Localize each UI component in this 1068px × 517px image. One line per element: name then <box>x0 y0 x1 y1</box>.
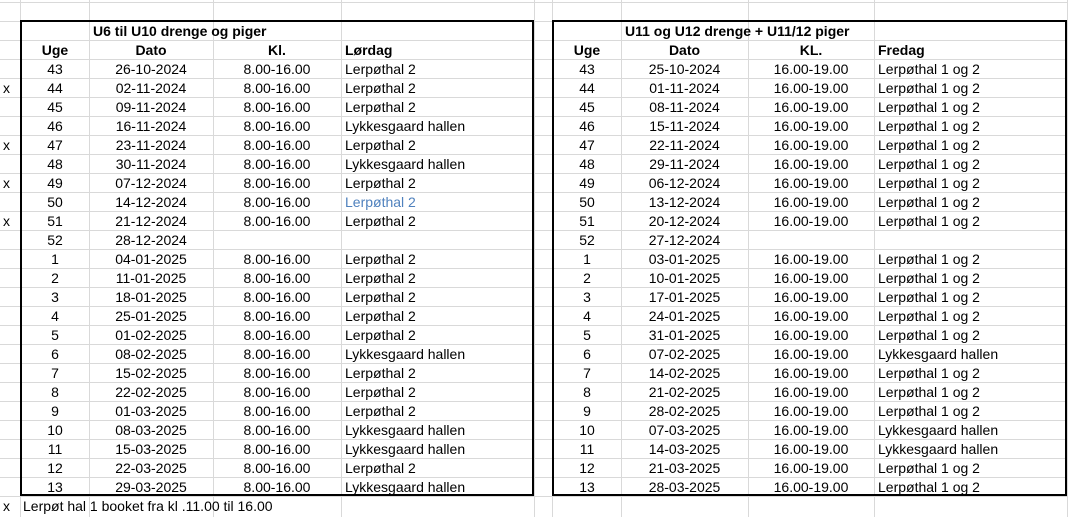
cell-dato[interactable]: 01-03-2025 <box>115 403 187 419</box>
cell-dato[interactable]: 16-11-2024 <box>115 118 187 134</box>
cell-kl[interactable]: 8.00-16.00 <box>243 61 311 77</box>
cell-kl[interactable]: 8.00-16.00 <box>243 327 311 343</box>
cell-uge[interactable]: 52 <box>47 232 63 248</box>
cell-uge[interactable]: 11 <box>579 441 595 457</box>
gridline <box>0 2 1068 3</box>
cell-dato[interactable]: 22-11-2024 <box>649 137 720 153</box>
cell-dato[interactable]: 17-01-2025 <box>648 289 721 305</box>
cell-kl[interactable]: 16.00-19.00 <box>773 80 849 96</box>
row-mark[interactable]: x <box>3 137 10 153</box>
cell-dato[interactable]: 15-03-2025 <box>115 441 187 457</box>
row-mark[interactable] <box>0 345 20 364</box>
cell-sted[interactable]: Lerpøthal 1 og 2 <box>878 251 980 267</box>
cell-kl[interactable]: 16.00-19.00 <box>773 118 849 134</box>
cell-uge[interactable]: 2 <box>51 270 59 286</box>
cell-sted[interactable]: Lerpøthal 1 og 2 <box>878 99 980 115</box>
cell-kl[interactable]: 16.00-19.00 <box>773 194 849 210</box>
cell-kl[interactable]: 8.00-16.00 <box>243 194 311 210</box>
cell-sted[interactable]: Lerpøthal 1 og 2 <box>878 137 980 153</box>
row-mark[interactable] <box>0 307 20 326</box>
cell-dato[interactable]: 26-10-2024 <box>115 61 187 77</box>
cell-uge[interactable]: 1 <box>583 251 591 267</box>
cell-uge[interactable]: 8 <box>51 384 59 400</box>
cell-kl[interactable]: 8.00-16.00 <box>243 441 311 457</box>
cell-dato[interactable]: 06-12-2024 <box>648 175 721 191</box>
cell-dato[interactable]: 22-02-2025 <box>115 384 187 400</box>
cell-sted[interactable]: Lerpøthal 2 <box>345 289 416 305</box>
cell-uge[interactable]: 3 <box>51 289 59 305</box>
cell-sted[interactable]: Lerpøthal 2 <box>345 384 416 400</box>
row-mark[interactable] <box>0 364 20 383</box>
footnote-mark[interactable]: x <box>3 498 10 514</box>
row-mark[interactable] <box>0 326 20 345</box>
cell-uge[interactable]: 5 <box>51 327 59 343</box>
cell-sted[interactable]: Lerpøthal 2 <box>345 137 416 153</box>
cell-uge[interactable]: 2 <box>583 270 591 286</box>
cell-kl[interactable]: 16.00-19.00 <box>773 365 849 381</box>
cell-uge[interactable]: 8 <box>583 384 591 400</box>
cell-dato[interactable]: 28-12-2024 <box>115 232 187 248</box>
header-day[interactable]: Fredag <box>878 42 925 58</box>
cell-dato[interactable]: 14-03-2025 <box>648 441 721 457</box>
cell-kl[interactable]: 16.00-19.00 <box>773 289 849 305</box>
row-mark[interactable] <box>0 440 20 459</box>
cell-uge[interactable]: 45 <box>47 99 63 115</box>
cell-dato[interactable]: 01-02-2025 <box>115 327 187 343</box>
cell-uge[interactable]: 6 <box>51 346 59 362</box>
cell-uge[interactable]: 10 <box>579 422 595 438</box>
cell-kl[interactable]: 8.00-16.00 <box>243 346 311 362</box>
row-mark[interactable] <box>0 60 20 79</box>
cell-uge[interactable]: 51 <box>579 213 595 229</box>
cell-dato[interactable]: 14-12-2024 <box>115 194 187 210</box>
cell-uge[interactable]: 43 <box>579 61 595 77</box>
cell-dato[interactable]: 15-02-2025 <box>115 365 187 381</box>
cell-kl[interactable] <box>214 231 340 250</box>
cell-kl[interactable]: 16.00-19.00 <box>773 384 849 400</box>
cell-uge[interactable]: 9 <box>583 403 591 419</box>
cell-uge[interactable]: 50 <box>47 194 63 210</box>
cell-sted[interactable]: Lerpøthal 1 og 2 <box>878 308 980 324</box>
row-mark[interactable] <box>0 117 20 136</box>
row-mark[interactable] <box>0 421 20 440</box>
cell-uge[interactable]: 12 <box>47 460 63 476</box>
header-uge[interactable]: Uge <box>573 42 601 58</box>
cell-dato[interactable]: 11-01-2025 <box>115 270 187 286</box>
left-table-title[interactable]: U6 til U10 drenge og piger <box>93 23 267 39</box>
cell-dato[interactable]: 30-11-2024 <box>115 156 187 172</box>
cell-kl[interactable]: 8.00-16.00 <box>243 213 311 229</box>
cell-sted[interactable]: Lykkesgaard hallen <box>878 422 999 438</box>
row-mark[interactable]: x <box>3 80 10 96</box>
cell-uge[interactable]: 48 <box>579 156 595 172</box>
cell-kl[interactable]: 16.00-19.00 <box>773 251 849 267</box>
cell-sted[interactable]: Lerpøthal 2 <box>345 99 416 115</box>
cell-sted[interactable]: Lykkesgaard hallen <box>345 156 466 172</box>
cell-dato[interactable]: 21-12-2024 <box>115 213 187 229</box>
cell-dato[interactable]: 20-12-2024 <box>648 213 721 229</box>
cell-dato[interactable]: 15-11-2024 <box>649 118 720 134</box>
cell-kl[interactable]: 16.00-19.00 <box>773 308 849 324</box>
cell-kl[interactable]: 16.00-19.00 <box>773 346 849 362</box>
cell-dato[interactable]: 25-01-2025 <box>115 308 187 324</box>
cell-sted[interactable]: Lerpøthal 1 og 2 <box>878 460 980 476</box>
cell-sted[interactable]: Lerpøthal 1 og 2 <box>878 289 980 305</box>
cell-kl[interactable]: 16.00-19.00 <box>773 422 849 438</box>
cell-sted[interactable]: Lerpøthal 1 og 2 <box>878 156 980 172</box>
header-dato[interactable]: Dato <box>135 42 167 58</box>
cell-uge[interactable]: 13 <box>579 479 595 495</box>
cell-uge[interactable]: 43 <box>47 61 63 77</box>
cell-uge[interactable]: 48 <box>47 156 63 172</box>
cell-kl[interactable]: 8.00-16.00 <box>243 289 311 305</box>
cell-kl[interactable]: 16.00-19.00 <box>773 270 849 286</box>
cell-uge[interactable]: 51 <box>47 213 63 229</box>
cell-dato[interactable]: 08-02-2025 <box>115 346 187 362</box>
cell-dato[interactable]: 02-11-2024 <box>115 80 187 96</box>
cell-uge[interactable]: 1 <box>51 251 59 267</box>
cell-sted[interactable]: Lerpøthal 2 <box>345 327 416 343</box>
cell-kl[interactable]: 16.00-19.00 <box>773 441 849 457</box>
cell-dato[interactable]: 04-01-2025 <box>115 251 187 267</box>
cell-dato[interactable]: 07-02-2025 <box>648 346 721 362</box>
row-mark[interactable]: x <box>3 213 10 229</box>
cell-sted[interactable]: Lerpøthal 1 og 2 <box>878 213 980 229</box>
cell-sted[interactable]: Lerpøthal 1 og 2 <box>878 175 980 191</box>
cell-sted[interactable]: Lerpøthal 1 og 2 <box>878 403 980 419</box>
cell-kl[interactable]: 8.00-16.00 <box>243 99 311 115</box>
row-mark[interactable]: x <box>3 175 10 191</box>
cell-uge[interactable]: 47 <box>579 137 595 153</box>
cell-kl[interactable]: 16.00-19.00 <box>773 99 849 115</box>
row-mark[interactable] <box>0 383 20 402</box>
cell-sted[interactable]: Lerpøthal 1 og 2 <box>878 365 980 381</box>
cell-kl[interactable]: 8.00-16.00 <box>243 384 311 400</box>
cell-sted[interactable]: Lerpøthal 2 <box>345 308 416 324</box>
cell-sted[interactable]: Lerpøthal 1 og 2 <box>878 327 980 343</box>
cell-dato[interactable]: 07-12-2024 <box>115 175 187 191</box>
cell-sted[interactable]: Lerpøthal 2 <box>345 175 416 191</box>
cell-uge[interactable]: 5 <box>583 327 591 343</box>
cell-kl[interactable]: 8.00-16.00 <box>243 251 311 267</box>
cell-dato[interactable]: 10-01-2025 <box>648 270 721 286</box>
cell-uge[interactable]: 7 <box>583 365 591 381</box>
row-mark[interactable] <box>0 478 20 497</box>
cell-sted[interactable]: Lerpøthal 1 og 2 <box>878 479 980 495</box>
row-mark[interactable] <box>0 250 20 269</box>
cell-uge[interactable]: 3 <box>583 289 591 305</box>
cell-kl[interactable]: 16.00-19.00 <box>773 460 849 476</box>
cell-dato[interactable]: 21-03-2025 <box>648 460 721 476</box>
cell-sted[interactable]: Lerpøthal 2 <box>345 460 416 476</box>
cell-dato[interactable]: 09-11-2024 <box>115 99 187 115</box>
cell-uge[interactable]: 4 <box>583 308 591 324</box>
cell-kl[interactable]: 8.00-16.00 <box>243 80 311 96</box>
cell-sted[interactable]: Lerpøthal 1 og 2 <box>878 80 980 96</box>
header-kl[interactable]: KL. <box>799 42 823 58</box>
cell-kl[interactable]: 16.00-19.00 <box>773 213 849 229</box>
cell-dato[interactable]: 08-11-2024 <box>649 99 720 115</box>
cell-sted[interactable] <box>875 231 1065 250</box>
cell-sted[interactable]: Lerpøthal 2 <box>345 270 416 286</box>
cell-kl[interactable]: 16.00-19.00 <box>773 61 849 77</box>
cell-dato[interactable]: 27-12-2024 <box>648 232 721 248</box>
cell-sted[interactable]: Lerpøthal 1 og 2 <box>878 194 980 210</box>
footnote-text[interactable]: Lerpøt hal 1 booket fra kl .11.00 til 16.00 <box>23 498 273 514</box>
cell-kl[interactable]: 8.00-16.00 <box>243 137 311 153</box>
cell-uge[interactable]: 44 <box>47 80 63 96</box>
row-mark[interactable] <box>0 193 20 212</box>
cell-uge[interactable]: 11 <box>47 441 63 457</box>
cell-uge[interactable]: 45 <box>579 99 595 115</box>
cell-uge[interactable]: 50 <box>579 194 595 210</box>
cell-kl[interactable]: 16.00-19.00 <box>773 479 849 495</box>
cell-uge[interactable]: 44 <box>579 80 595 96</box>
cell-sted[interactable]: Lykkesgaard hallen <box>345 422 466 438</box>
cell-dato[interactable]: 29-11-2024 <box>649 156 720 172</box>
cell-uge[interactable]: 46 <box>47 118 63 134</box>
row-mark[interactable] <box>0 269 20 288</box>
cell-dato[interactable]: 31-01-2025 <box>648 327 721 343</box>
cell-uge[interactable]: 10 <box>47 422 63 438</box>
row-mark[interactable] <box>0 155 20 174</box>
row-mark[interactable] <box>0 231 20 250</box>
cell-dato[interactable]: 03-01-2025 <box>648 251 721 267</box>
cell-kl[interactable]: 8.00-16.00 <box>243 460 311 476</box>
cell-kl[interactable]: 8.00-16.00 <box>243 118 311 134</box>
header-day[interactable]: Lørdag <box>345 42 393 58</box>
header-uge[interactable]: Uge <box>41 42 69 58</box>
row-mark[interactable] <box>0 288 20 307</box>
cell-uge[interactable]: 12 <box>579 460 595 476</box>
cell-dato[interactable]: 08-03-2025 <box>115 422 187 438</box>
cell-dato[interactable]: 23-11-2024 <box>115 137 187 153</box>
cell-dato[interactable]: 18-01-2025 <box>115 289 187 305</box>
cell-kl[interactable]: 8.00-16.00 <box>243 175 311 191</box>
cell-sted[interactable]: Lerpøthal 2 <box>345 61 416 77</box>
cell-dato[interactable]: 21-02-2025 <box>648 384 721 400</box>
row-mark[interactable] <box>0 98 20 117</box>
cell-sted[interactable]: Lerpøthal 2 <box>345 80 416 96</box>
cell-sted[interactable]: Lerpøthal 1 og 2 <box>878 270 980 286</box>
cell-sted[interactable]: Lykkesgaard hallen <box>878 441 999 457</box>
cell-sted[interactable]: Lerpøthal 2 <box>345 403 416 419</box>
cell-dato[interactable]: 22-03-2025 <box>115 460 187 476</box>
cell-sted[interactable]: Lerpøthal 2 <box>345 213 416 229</box>
cell-dato[interactable]: 13-12-2024 <box>648 194 721 210</box>
cell-kl[interactable]: 8.00-16.00 <box>243 403 311 419</box>
cell-uge[interactable]: 7 <box>51 365 59 381</box>
cell-sted[interactable]: Lykkesgaard hallen <box>345 346 466 362</box>
cell-sted[interactable]: Lerpøthal 1 og 2 <box>878 61 980 77</box>
cell-dato[interactable]: 24-01-2025 <box>648 308 721 324</box>
cell-kl[interactable]: 16.00-19.00 <box>773 327 849 343</box>
row-mark[interactable] <box>0 402 20 421</box>
cell-sted[interactable]: Lerpøthal 2 <box>345 194 416 210</box>
cell-sted[interactable]: Lerpøthal 2 <box>345 365 416 381</box>
cell-kl[interactable]: 8.00-16.00 <box>243 270 311 286</box>
header-dato[interactable]: Dato <box>668 42 701 58</box>
cell-sted[interactable]: Lerpøthal 1 og 2 <box>878 118 980 134</box>
cell-uge[interactable]: 52 <box>579 232 595 248</box>
cell-dato[interactable]: 29-03-2025 <box>115 479 187 495</box>
cell-dato[interactable]: 07-03-2025 <box>648 422 721 438</box>
cell-dato[interactable]: 14-02-2025 <box>648 365 721 381</box>
cell-uge[interactable]: 13 <box>47 479 63 495</box>
cell-uge[interactable]: 49 <box>47 175 63 191</box>
cell-kl[interactable]: 16.00-19.00 <box>773 137 849 153</box>
cell-sted[interactable]: Lykkesgaard hallen <box>345 118 466 134</box>
cell-dato[interactable]: 28-03-2025 <box>648 479 721 495</box>
cell-uge[interactable]: 6 <box>583 346 591 362</box>
cell-dato[interactable]: 28-02-2025 <box>648 403 721 419</box>
cell-uge[interactable]: 46 <box>579 118 595 134</box>
cell-uge[interactable]: 49 <box>579 175 595 191</box>
cell-kl[interactable]: 16.00-19.00 <box>773 403 849 419</box>
cell-kl[interactable]: 8.00-16.00 <box>243 365 311 381</box>
cell-sted[interactable]: Lerpøthal 2 <box>345 251 416 267</box>
cell-uge[interactable]: 9 <box>51 403 59 419</box>
row-mark[interactable] <box>0 459 20 478</box>
cell-sted[interactable]: Lykkesgaard hallen <box>878 346 999 362</box>
cell-sted[interactable]: Lerpøthal 1 og 2 <box>878 384 980 400</box>
cell-dato[interactable]: 01-11-2024 <box>649 80 720 96</box>
right-table-title[interactable]: U11 og U12 drenge + U11/12 piger <box>625 23 850 39</box>
cell-kl[interactable]: 8.00-16.00 <box>243 422 311 438</box>
cell-kl[interactable]: 8.00-16.00 <box>243 156 311 172</box>
cell-uge[interactable]: 47 <box>47 137 63 153</box>
cell-uge[interactable]: 4 <box>51 308 59 324</box>
cell-kl[interactable]: 16.00-19.00 <box>773 175 849 191</box>
cell-kl[interactable]: 8.00-16.00 <box>243 479 311 495</box>
cell-sted[interactable]: Lykkesgaard hallen <box>345 479 466 495</box>
cell-sted[interactable]: Lykkesgaard hallen <box>345 441 466 457</box>
cell-kl[interactable]: 8.00-16.00 <box>243 308 311 324</box>
cell-kl[interactable]: 16.00-19.00 <box>773 156 849 172</box>
cell-dato[interactable]: 25-10-2024 <box>648 61 721 77</box>
cell-sted[interactable] <box>342 231 532 250</box>
header-kl[interactable]: Kl. <box>268 42 286 58</box>
cell-kl[interactable] <box>749 231 873 250</box>
